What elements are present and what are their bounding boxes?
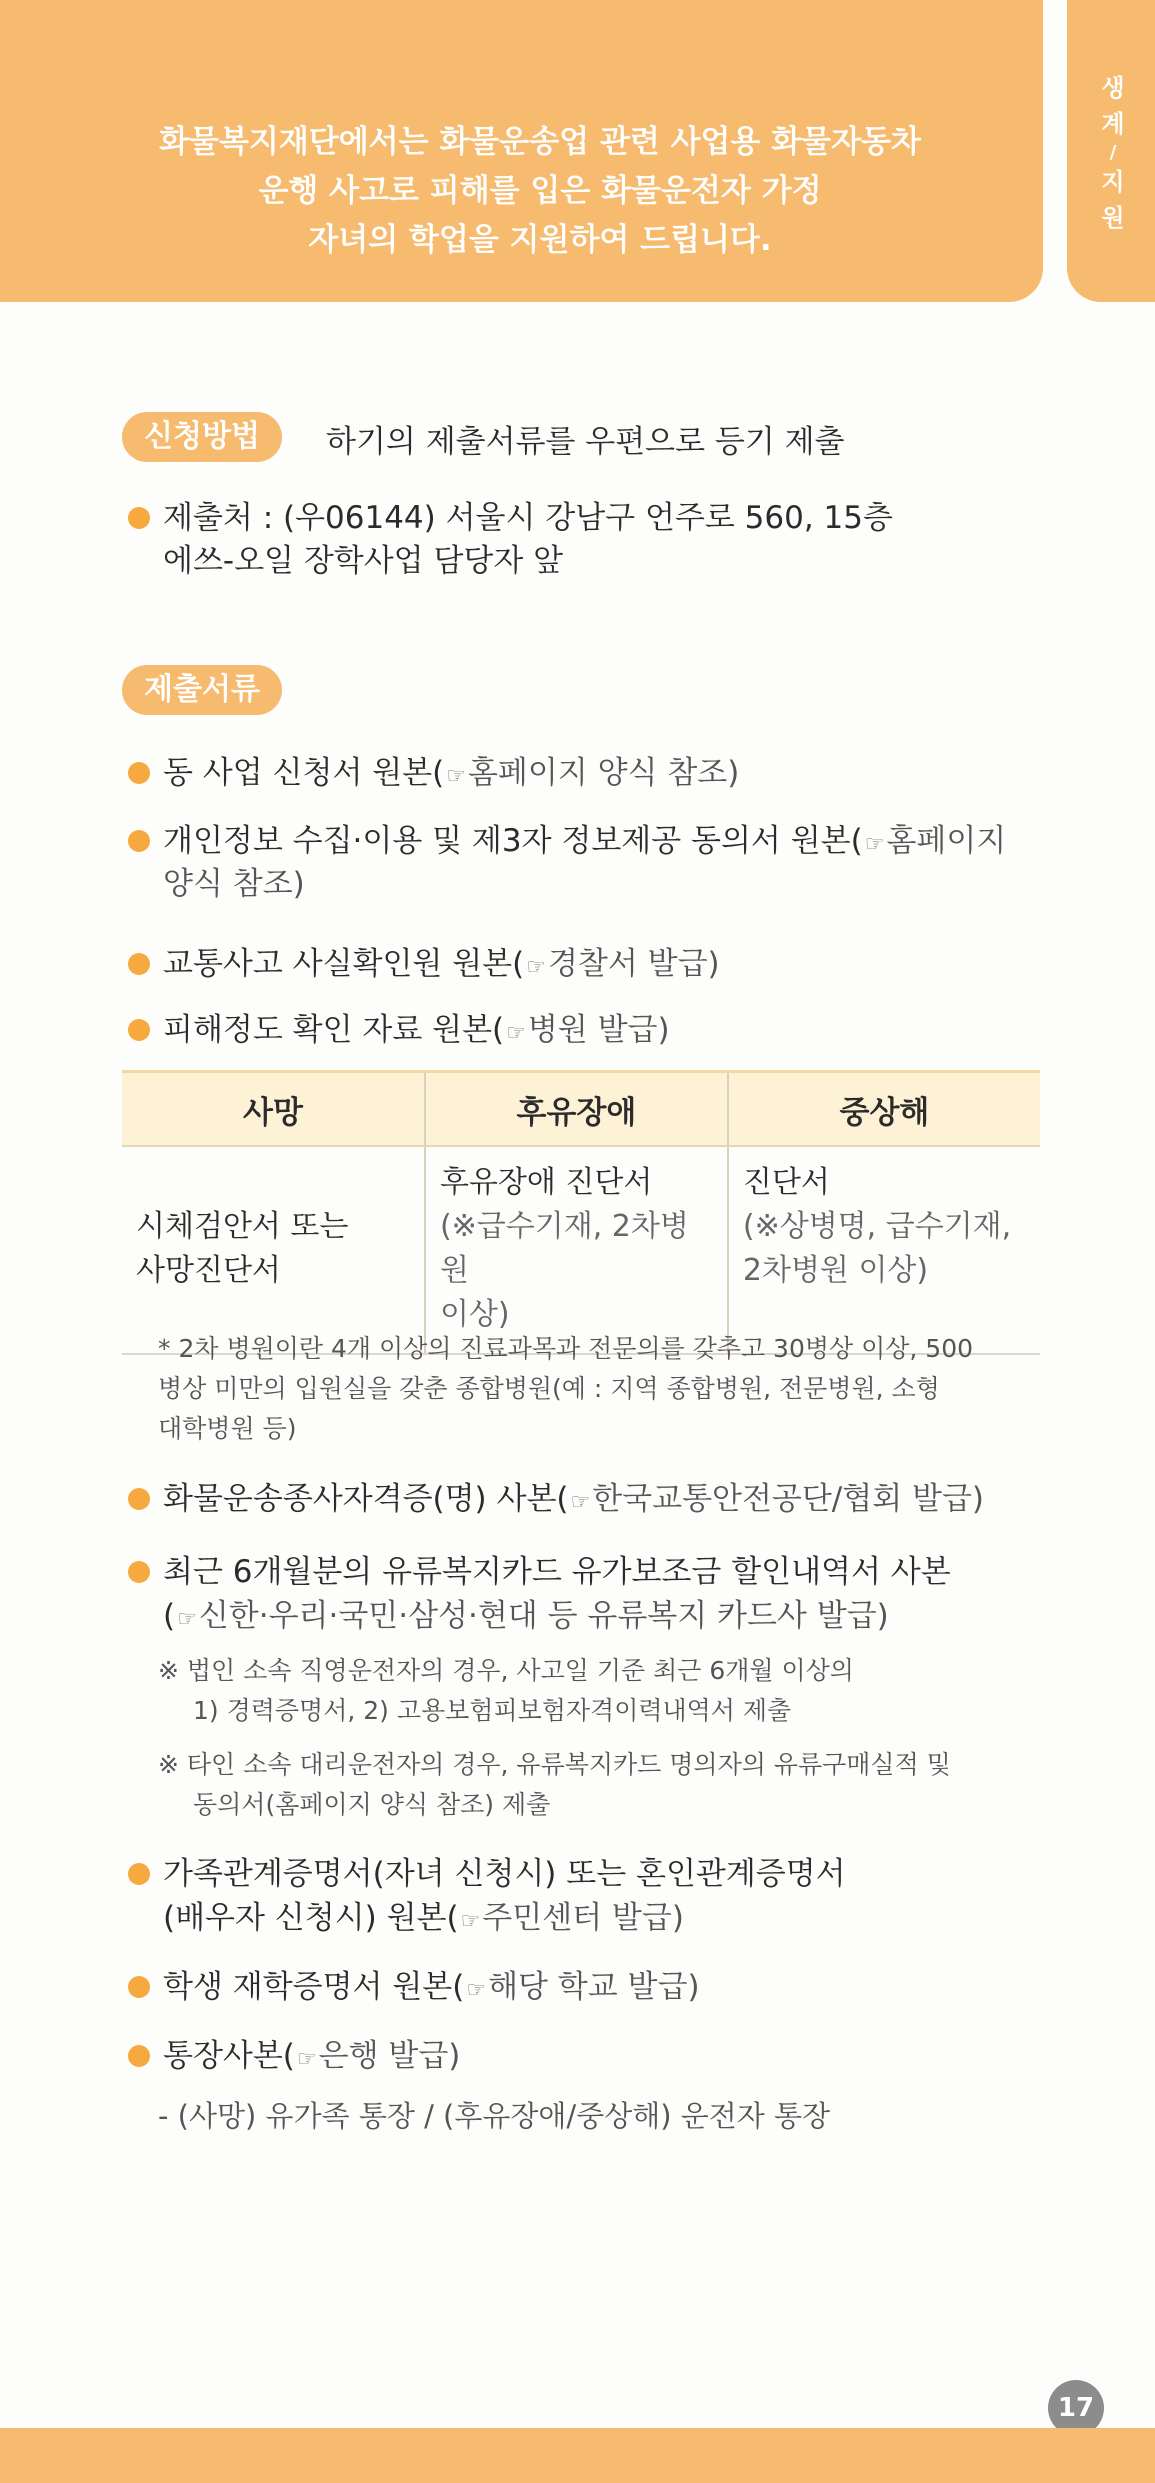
cell-line: 진단서 [742,1165,830,1200]
doc-item-injury-proof [163,1008,670,1056]
documents-heading: 제출서류 [122,665,282,715]
footnote-line: * 2차 병원이란 4개 이상의 진료과목과 전문의를 갖추고 30병상 이상, 500 [158,1334,974,1363]
side-tab-char: 지 [1101,168,1125,196]
table-header-row [122,1072,1040,1147]
doc-item-main: (배우자 신청시) 원본( [163,1900,459,1936]
bullet-dot [128,1863,150,1885]
side-tab-char: 원 [1101,204,1125,232]
footer-bar [0,2428,1155,2483]
doc-item-ref: 주민센터 발급) [482,1900,684,1936]
table-header-serious-injury: 중상해 [728,1072,1040,1147]
bullet-dot [128,507,150,529]
address-line-2: 에쓰-오일 장학사업 담당자 앞 [163,543,564,579]
note-line: 1) 경력증명서, 2) 고용보험피보험자격이력내역서 제출 [193,1696,792,1725]
pointing-hand-icon: ☞ [526,955,546,980]
table-header-death: 사망 [122,1072,425,1147]
cell-line: 2차병원 이상) [742,1253,929,1288]
bullet-dot [128,2045,150,2067]
doc-item-application [163,751,739,799]
address-line-1: 제출처 : (우06144) 서울시 강남구 언주로 560, 15층 [163,500,893,536]
page-number: 17 [1048,2380,1104,2436]
bankbook-sub-note: - (사망) 유가족 통장 / (후유장애/중상해) 운전자 통장 [158,2099,831,2133]
bullet-dot [128,1488,150,1510]
doc-item-ref: 한국교통안전공단/협회 발급) [592,1481,984,1517]
cell-line: 시체검안서 또는 [136,1209,349,1244]
footnote-line: 병상 미만의 입원실을 갖춘 종합병원(예 : 지역 종합병원, 전문병원, 소형 [158,1374,940,1403]
table-cell-disability [425,1146,728,1354]
doc-item-main: 교통사고 사실확인원 원본( [163,946,525,982]
doc-item-main: 피해정도 확인 자료 원본( [163,1012,505,1048]
cell-line: (※상병명, 급수기재, [742,1209,1012,1244]
pointing-hand-icon: ☞ [570,1490,591,1515]
doc-item-bankbook [163,2034,460,2082]
doc-item-ref: 홈페이지 [886,823,1007,859]
doc-item-ref: 은행 발급) [318,2038,461,2074]
bullet-dot [128,762,150,784]
doc-item-ref: 해당 학교 발급) [488,1969,700,2005]
doc-item-ref: 홈페이지 양식 참조) [467,755,740,791]
doc-item-main: 학생 재학증명서 원본( [163,1969,465,2005]
table-row [122,1146,1040,1354]
side-tab-char: 생 [1101,74,1125,102]
side-tab-char: / [1109,142,1117,163]
pointing-hand-icon: ☞ [446,764,466,789]
doc-item-family-cert-line2 [163,1896,684,1944]
pointing-hand-icon: ☞ [864,832,885,857]
note-line: 동의서(홈페이지 양식 참조) 제출 [193,1790,551,1819]
doc-item-accident-report [163,942,720,990]
side-tab-label [1083,70,1143,236]
table-cell-death [122,1146,425,1354]
doc-item-main: 화물운송종사자격증(명) 사본( [163,1481,569,1517]
footnote-line: 대학병원 등) [158,1414,297,1443]
pointing-hand-icon: ☞ [466,1978,487,2003]
bullet-dot [128,1976,150,1998]
injury-proof-table [122,1070,1040,1355]
doc-item-ref: 경찰서 발급) [547,946,720,982]
table-cell-serious-injury [728,1146,1040,1354]
doc-item-license [163,1477,984,1525]
doc-item-fuel-card-line2 [163,1594,889,1642]
doc-item-main: 통장사본( [163,2038,295,2074]
doc-item-privacy-consent [163,819,1006,867]
doc-item-main: 동 사업 신청서 원본( [163,755,445,791]
doc-item-ref: 신한·우리·국민·삼성·현대 등 유류복지 카드사 발급) [198,1598,889,1634]
bullet-dot [128,830,150,852]
doc-item-ref: 병원 발급) [527,1012,670,1048]
bullet-dot [128,1561,150,1583]
note-line: ※ 법인 소속 직영운전자의 경우, 사고일 기준 최근 6개월 이상의 [158,1656,854,1685]
doc-item-enrollment-cert [163,1965,700,2013]
doc-item-fuel-card: 최근 6개월분의 유류복지카드 유가보조금 할인내역서 사본 [163,1554,951,1590]
doc-item-privacy-consent-line2: 양식 참조) [163,866,305,902]
note-line: ※ 타인 소속 대리운전자의 경우, 유류복지카드 명의자의 유류구매실적 및 [158,1750,951,1779]
apply-method-desc: 하기의 제출서류를 우편으로 등기 제출 [326,424,845,460]
cell-line: 사망진단서 [136,1253,281,1288]
bullet-dot [128,1019,150,1041]
side-tab-char: 계 [1101,110,1125,138]
doc-item-family-cert: 가족관계증명서(자녀 신청시) 또는 혼인관계증명서 [163,1856,846,1892]
cell-line: 후유장애 진단서 [439,1165,653,1200]
table-header-disability: 후유장애 [425,1072,728,1147]
banner-line: 자녀의 학업을 지원하여 드립니다. [308,222,772,258]
banner-line: 화물복지재단에서는 화물운송업 관련 사업용 화물자동차 [159,124,921,160]
cell-line: (※급수기재, 2차병원 [439,1209,689,1288]
pointing-hand-icon: ☞ [460,1909,481,1934]
doc-item-main: 개인정보 수집·이용 및 제3자 정보제공 동의서 원본( [163,823,863,859]
apply-method-heading: 신청방법 [122,412,282,462]
banner-line: 운행 사고로 피해를 입은 화물운전자 가정 [258,173,822,209]
cell-line: 이상) [439,1297,510,1332]
doc-item-main: ( [163,1598,176,1634]
banner-text [40,118,1040,265]
pointing-hand-icon: ☞ [506,1021,526,1046]
pointing-hand-icon: ☞ [177,1607,197,1632]
bullet-dot [128,953,150,975]
pointing-hand-icon: ☞ [296,2047,317,2072]
